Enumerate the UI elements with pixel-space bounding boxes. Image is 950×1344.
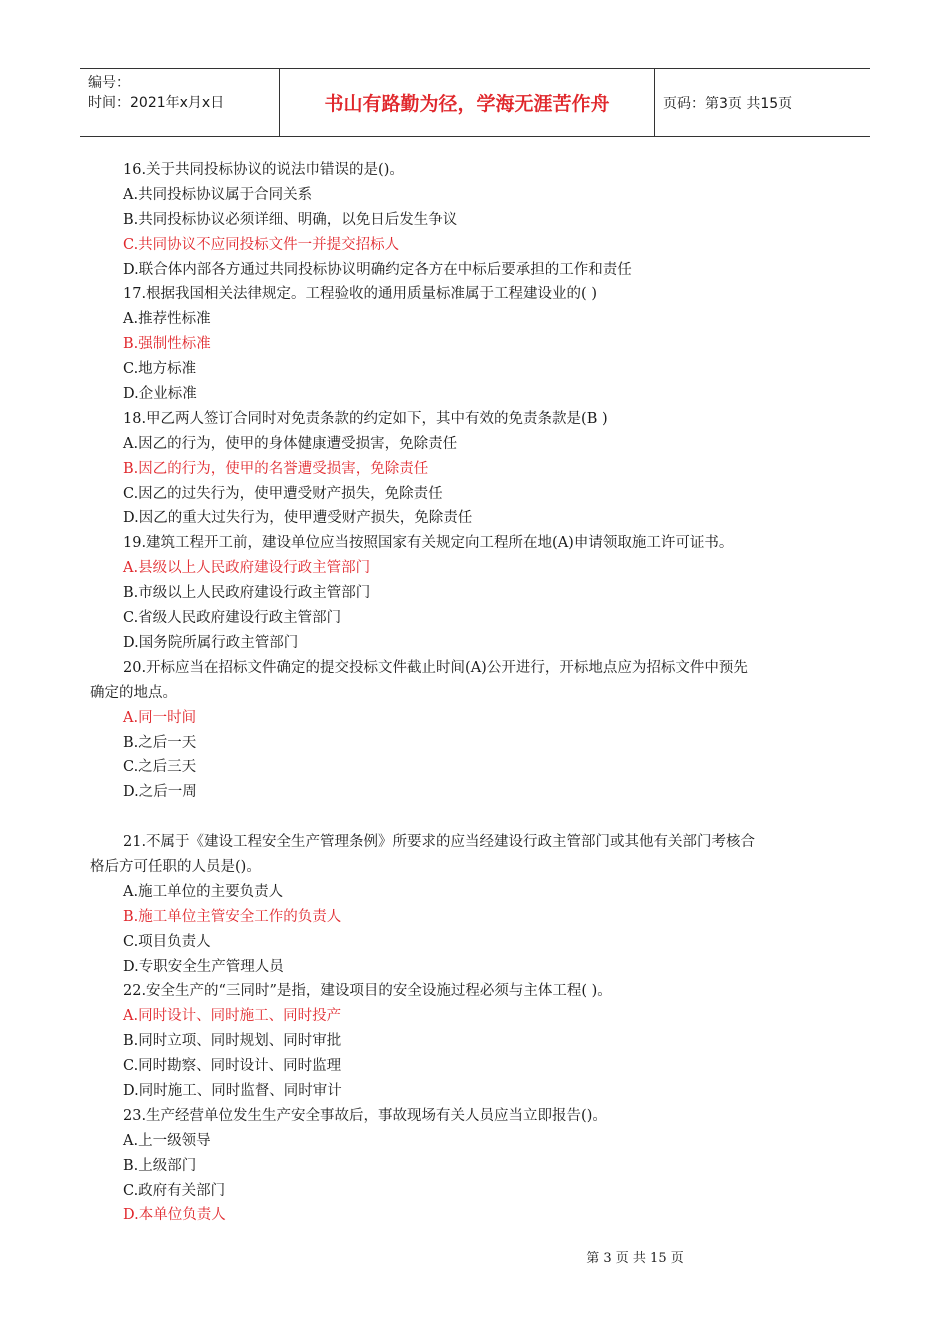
question-stem-line: 20.开标应当在招标文件确定的提交投标文件截止时间(A)公开进行，开标地点应为招标文件中预先 <box>123 659 748 676</box>
section-gap <box>90 805 860 830</box>
answer-option-correct: D.本单位负责人 <box>123 1207 226 1224</box>
question-stem: 22.安全生产的“三同时”是指，建设项目的安全设施过程必须与主体工程( )。 <box>123 983 612 1000</box>
answer-option-correct: C.共同协议不应同投标文件一并提交招标人 <box>123 236 400 253</box>
time-label: 时间：2021年x月x日 <box>88 95 225 111</box>
answer-option-correct: B.强制性标准 <box>123 336 211 353</box>
answer-option: C.之后三天 <box>123 759 197 776</box>
answer-option-correct: A.同一时间 <box>123 709 197 726</box>
question-stem: 16.关于共同投标协议的说法巾错误的是()。 <box>123 162 404 178</box>
answer-option: A.因乙的行为，使甲的身体健康遭受损害，免除责任 <box>123 435 458 452</box>
answer-option: A.上一级领导 <box>123 1132 211 1149</box>
answer-option: D.之后一周 <box>123 784 197 801</box>
answer-option: B.上级部门 <box>123 1157 197 1174</box>
question-stem-continuation: 格后方可任职的人员是()。 <box>90 858 261 875</box>
answer-option: A.共同投标协议属于合同关系 <box>123 186 313 203</box>
motto: 书山有路勤为径，学海无涯苦作舟 <box>280 69 655 136</box>
answer-option: D.因乙的重大过失行为，使甲遭受财产损失，免除责任 <box>123 510 473 527</box>
question-stem: 17.根据我国相关法律规定。工程验收的通用质量标准属于工程建设业的( ) <box>123 286 597 303</box>
question-stem: 19.建筑工程开工前，建设单位应当按照国家有关规定向工程所在地(A)申请领取施工许可证书。 <box>123 535 734 552</box>
page-info: 页码：第3页 共15页 <box>663 95 793 112</box>
answer-option: D.联合体内部各方通过共同投标协议明确约定各方在中标后要承担的工作和责任 <box>123 261 632 278</box>
footer-page-number: 第 3 页 共 15 页 <box>586 1251 684 1266</box>
header-table <box>80 68 870 137</box>
page-footer <box>0 1247 950 1266</box>
question-stem <box>90 830 860 880</box>
answer-option: D.专职安全生产管理人员 <box>123 958 284 975</box>
answer-option-correct: B.因乙的行为，使甲的名誉遭受损害，免除责任 <box>123 460 429 477</box>
answer-option: B.共同投标协议必须详细、明确，以免日后发生争议 <box>123 211 458 228</box>
number-label: 编号： <box>88 75 130 91</box>
answer-option-correct: B.施工单位主管安全工作的负责人 <box>123 908 342 925</box>
question-stem <box>90 656 860 706</box>
answer-option: D.同时施工、同时监督、同时审计 <box>123 1083 342 1100</box>
answer-option: C.政府有关部门 <box>123 1182 226 1199</box>
answer-option: A.施工单位的主要负责人 <box>123 883 284 900</box>
question-stem: 23.生产经营单位发生生产安全事故后，事故现场有关人员应当立即报告()。 <box>123 1107 607 1124</box>
answer-option: C.省级人民政府建设行政主管部门 <box>123 610 342 627</box>
answer-option-correct: A.县级以上人民政府建设行政主管部门 <box>123 560 371 577</box>
answer-option: C.同时勘察、同时设计、同时监理 <box>123 1058 342 1075</box>
header-left-cell <box>80 69 280 136</box>
answer-option: B.之后一天 <box>123 734 197 751</box>
answer-option: B.同时立项、同时规划、同时审批 <box>123 1033 342 1050</box>
answer-option: C.因乙的过失行为，使甲遭受财产损失，免除责任 <box>123 485 443 502</box>
answer-option: C.项目负责人 <box>123 933 211 950</box>
answer-option: D.企业标准 <box>123 386 197 403</box>
question-stem-continuation: 确定的地点。 <box>90 684 177 701</box>
answer-option-correct: A.同时设计、同时施工、同时投产 <box>123 1008 342 1025</box>
answer-option: B.市级以上人民政府建设行政主管部门 <box>123 585 371 602</box>
question-stem-line: 21.不属于《建设工程安全生产管理条例》所要求的应当经建设行政主管部门或其他有关部门考核合 <box>123 834 756 851</box>
question-stem: 18.甲乙两人签订合同时对免责条款的约定如下，其中有效的免责条款是(B ) <box>123 410 608 427</box>
answer-option: D.国务院所属行政主管部门 <box>123 634 299 651</box>
question-list <box>90 158 860 1228</box>
answer-option: C.地方标准 <box>123 361 197 378</box>
answer-option: A.推荐性标准 <box>123 311 211 328</box>
